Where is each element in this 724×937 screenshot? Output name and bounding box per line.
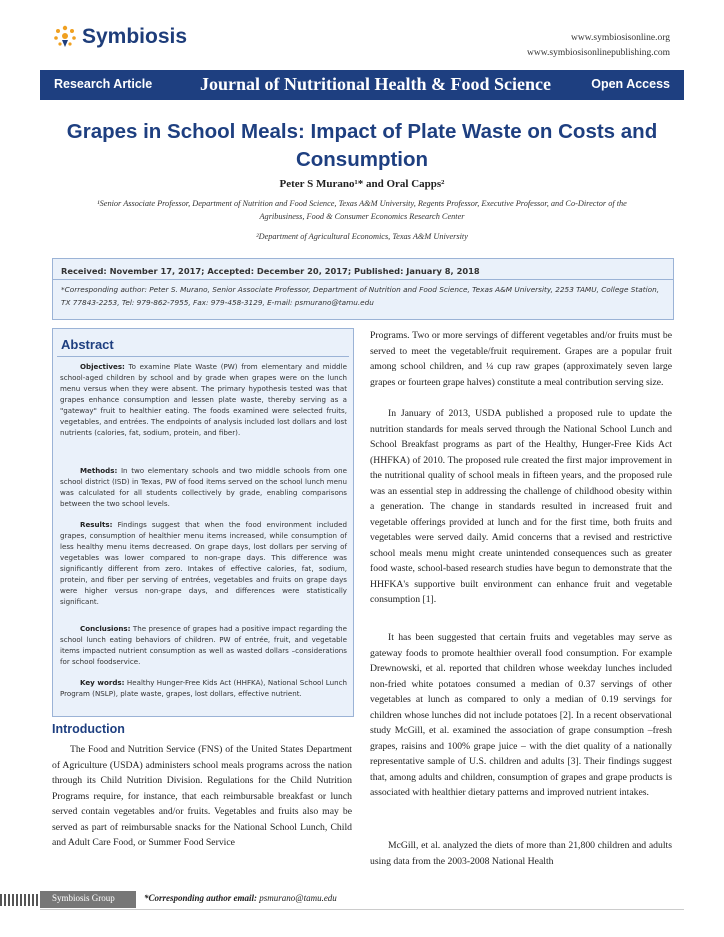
keywords-text: Healthy Hunger-Free Kids Act (HHFKA), National School Lunch Program (NSLP), plate waste, grapes, lost dollars, effective nutrient. [60, 678, 347, 698]
abstract-conclusions [60, 623, 347, 667]
url-link[interactable]: www.symbiosisonlinepublishing.com [527, 48, 670, 58]
conclusions-text: The presence of grapes had a positive impact regarding the school lunch eating behaviors of children. PW of entrée, fruit, and vegetable items impacted nutrient consumption as well as wasted dollars –considerations for school foodservice. [60, 624, 347, 666]
abstract-box [52, 328, 354, 717]
open-access-label: Open Access [591, 77, 670, 91]
introduction-heading: Introduction [52, 722, 125, 736]
article-info-box [52, 258, 674, 320]
keywords-label: Key words: [80, 678, 125, 687]
publisher-urls [527, 31, 670, 61]
article-title: Grapes in School Meals: Impact of Plate Waste on Costs and Consumption [66, 120, 658, 171]
journal-title: Journal of Nutritional Health & Food Science [200, 74, 551, 94]
publication-dates: Received: November 17, 2017; Accepted: December 20, 2017; Published: January 8, 2018 [61, 266, 480, 276]
journal-banner [40, 70, 684, 100]
divider [53, 279, 673, 280]
affiliation-1: ¹Senior Associate Professor, Department of Nutrition and Food Science, Texas A&M University, Regents Professor, Executive Professor, and Co-Director of the Agribusiness, Food & Consumer Economics Research Center [97, 199, 627, 221]
footer-group-name: Symbiosis Group [52, 893, 115, 903]
article-type: Research Article [54, 77, 153, 91]
abstract-heading: Abstract [61, 337, 114, 352]
url-link[interactable]: www.symbiosisonline.org [571, 33, 670, 43]
objectives-label: Objectives: [80, 362, 125, 371]
results-text: Findings suggest that when the food environment included grapes, consumption of healthier menu items increased, while consumption of less healthy menu items decreased. On grape days, lost dollars per serving of vegetables was lower compared to non-grape days. This difference was significantly different from zero. Intakes of effective calories, fat, sodium, protein, and fiber per serving of entrées, vegetables and fruits on grape days were higher versus non-grape days, and differences were statistically significant. [60, 520, 347, 606]
symbiosis-logo-icon [52, 24, 78, 50]
affiliation-2: ²Department of Agricultural Economics, Texas A&M University [256, 232, 468, 241]
publisher-logo[interactable] [52, 24, 187, 50]
footer-corr-label: *Corresponding author email: [144, 893, 258, 903]
objectives-text: To examine Plate Waste (PW) from elementary and middle school-aged children by school and by grade when grapes were on the lunch menu versus when they were absent. The primary hypothesis tested was that grapes enhance consumption and lessen plate waste, thereby serving as a "gateway" fruit to healthier eating. The foods examined were selected fruits, vegetables, and entrées. The endpoints of analysis included lost dollars and lost nutrients (calories, fat, sodium, protein, and fiber). [60, 362, 347, 437]
footer-email-link[interactable]: psmurano@tamu.edu [259, 893, 337, 903]
article-authors: Peter S Murano¹* and Oral Capps² [279, 178, 445, 190]
intro-paragraph: The Food and Nutrition Service (FNS) of the United States Department of Agriculture (USDA) administers school meals programs across the nation through its Child Nutrition Division. Regulations for the Child Nutrition Programs require, for instance, that each reimbursable breakfast or lunch served contain vegetables and/or fruits. Vegetables and fruits also may be served as part of reimbursable snacks for the National School Lunch, Child and Adult Care Food, or Summer Food Service [52, 744, 352, 848]
intro-paragraph: McGill, et al. analyzed the diets of more than 21,800 children and adults using data from the 2003-2008 National Health [370, 840, 672, 867]
abstract-keywords [60, 677, 347, 699]
results-label: Results: [80, 520, 113, 529]
corresponding-author-info: *Corresponding author: Peter S. Murano, Senior Associate Professor, Department of Nutrition and Food Science, Texas A&M University, 2253 TAMU, College Station, TX 77843-2253, Tel: 979-862-7955, Fax: 979-458-3129, E-mail: psmurano@tamu.edu [61, 285, 660, 307]
conclusions-label: Conclusions: [80, 624, 131, 633]
methods-label: Methods: [80, 466, 118, 475]
footer-corresponding [144, 893, 337, 903]
methods-text: In two elementary schools and two middle schools from one school district (ISD) in Texas, PW of food items served on the school lunch menu was calculated for all students collectively by grade, enabling comparisons between the two school levels. [60, 466, 347, 508]
logo-text: Symbiosis [82, 25, 188, 48]
abstract-methods [60, 465, 347, 509]
abstract-results [60, 519, 347, 607]
divider [40, 909, 684, 910]
footer-decoration [0, 894, 38, 906]
abstract-objectives [60, 361, 347, 438]
intro-paragraph: In January of 2013, USDA published a proposed rule to update the nutrition standards for meals served through the National School Lunch and School Breakfast programs as part of the Healthy, Hunger-Free Kids Act (HHFKA) of 2010. The proposed rule created the first major improvement in the nutritional quality of school meals in fifteen years, and the proposed rule was an essential step in addressing the challenge of childhood obesity within a generation. The change in standards resulted in increased fruit and vegetable offerings provided at lunch and for the first time, both fruits and vegetables were served daily. Amid concerns that a revised and restrictive school meals menu might create unintended consequences such as greater food waste, school-based research studies have begun to demonstrate that the HHFKA's supportive built environment can enhance fruit and vegetable consumption [1]. [370, 408, 672, 605]
divider [57, 356, 349, 357]
intro-paragraph: Programs. Two or more servings of different vegetables and/or fruits must be served to meet the vegetable/fruit requirement. Grapes are a popular fruit among school children, and ¼ cup raw grapes (approximately seven large grapes or fourteen grape halves) constitute a meal contribution serving size. [370, 330, 672, 388]
intro-paragraph: It has been suggested that certain fruits and vegetables may serve as gateway foods to promote healthier overall food consumption. For example Drewnowski, et al. reported that children whose weekday lunches included non-fried white potatoes consumed a median of 0.37 servings of other vegetables at lunch as compared to only a median of 0.19 servings for children whose lunches did not include potatoes [2]. In a recent observational study McGill, et al. examined the association of grape consumption –fresh grapes, raisins and 100% grape juice – with the diet quality of a nationally representative sample of U.S. children and adults [3]. Their findings suggest that, among adults and children, consumption of grapes and grape products is associated with healthier dietary patterns and improved nutrient intakes. [370, 632, 672, 798]
